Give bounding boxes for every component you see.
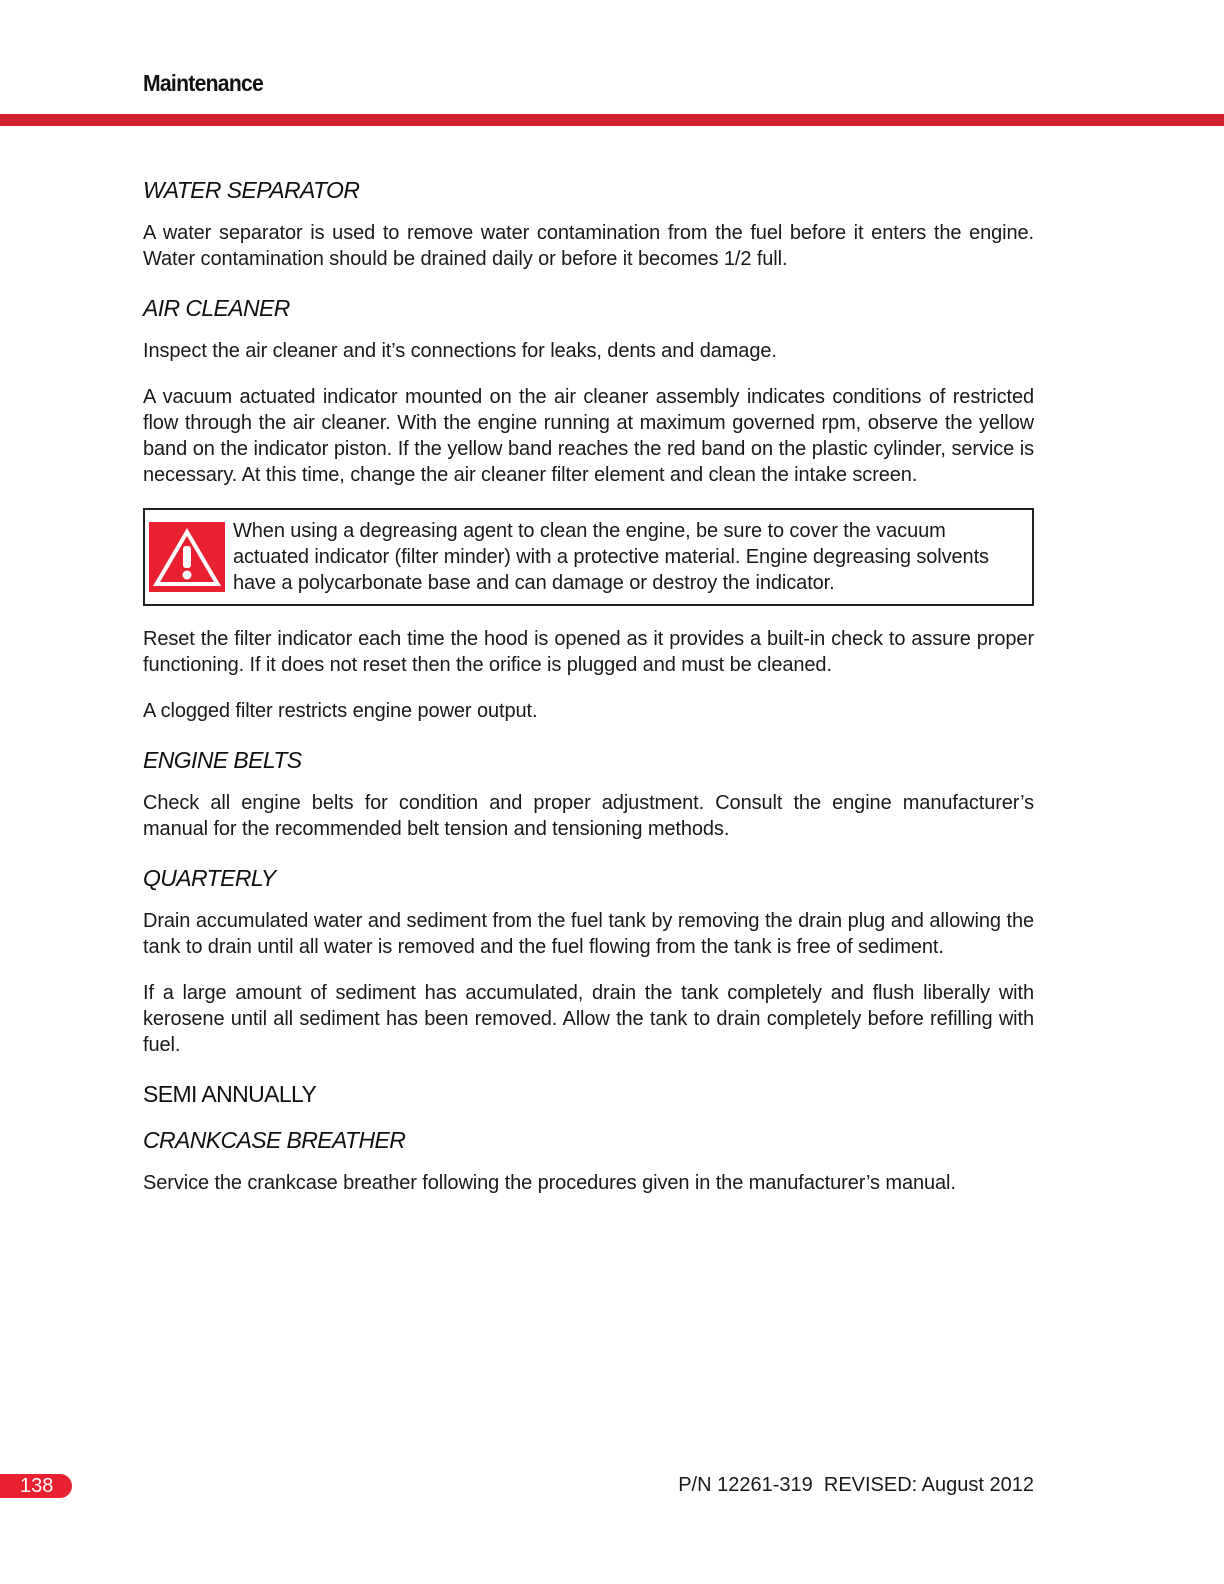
heading-engine-belts: ENGINE BELTS <box>143 747 302 773</box>
header-red-bar <box>0 114 1224 126</box>
heading-water-separator: WATER SEPARATOR <box>143 177 360 203</box>
paragraph-quarterly-drain: Drain accumulated water and sediment from the fuel tank by removing the drain plug and allowing the tank to drain until all water is removed and the fuel flowing from the tank is free of sediment. <box>143 910 1034 958</box>
paragraph-engine-belts: Check all engine belts for condition and proper adjustment. Consult the engine manufacturer’s manual for the recommended belt tension and tensioning methods. <box>143 792 1034 840</box>
warning-triangle-icon <box>149 522 225 592</box>
page-header-title: Maintenance <box>143 70 264 96</box>
paragraph-quarterly-sediment: If a large amount of sediment has accumulated, drain the tank completely and flush liberally with kerosene until all sediment has been removed. Allow the tank to drain completely before refilling with fuel. <box>143 982 1034 1056</box>
paragraph-reset-indicator: Reset the filter indicator each time the hood is opened as it provides a built-in check to assure proper functioning. If it does not reset then the orifice is plugged and must be cleaned. <box>143 628 1034 676</box>
page-number-badge: 138 <box>0 1474 72 1498</box>
warning-box <box>143 508 1034 606</box>
heading-air-cleaner: AIR CLEANER <box>143 295 290 321</box>
heading-quarterly: QUARTERLY <box>143 865 276 891</box>
heading-crankcase-breather: CRANKCASE BREATHER <box>143 1127 406 1153</box>
paragraph-crankcase-breather: Service the crankcase breather following the procedures given in the manufacturer’s manual. <box>143 1172 956 1194</box>
paragraph-air-cleaner-inspect: Inspect the air cleaner and it’s connections for leaks, dents and damage. <box>143 340 777 362</box>
main-content <box>143 174 1034 1216</box>
footer-part-number: P/N 12261-319 REVISED: August 2012 <box>678 1474 1034 1496</box>
paragraph-clogged-filter: A clogged filter restricts engine power output. <box>143 700 538 722</box>
paragraph-water-separator: A water separator is used to remove water contamination from the fuel before it enters the engine. Water contamination should be drained daily or before it becomes 1/2 full. <box>143 222 1034 270</box>
paragraph-air-cleaner-indicator: A vacuum actuated indicator mounted on the air cleaner assembly indicates conditions of restricted flow through the air cleaner. With the engine running at maximum governed rpm, observe the yellow band on the indicator piston. If the yellow band reaches the red band on the plastic cylinder, service is necessary. At this time, change the air cleaner filter element and clean the intake screen. <box>143 386 1034 486</box>
heading-semi-annually: SEMI ANNUALLY <box>143 1081 317 1107</box>
warning-text: When using a degreasing agent to clean the engine, be sure to cover the vacuum actuated indicator (filter minder) with a protective material. Engine degreasing solvents have a polycarbonate base and can damage or destroy the indicator. <box>233 520 989 594</box>
